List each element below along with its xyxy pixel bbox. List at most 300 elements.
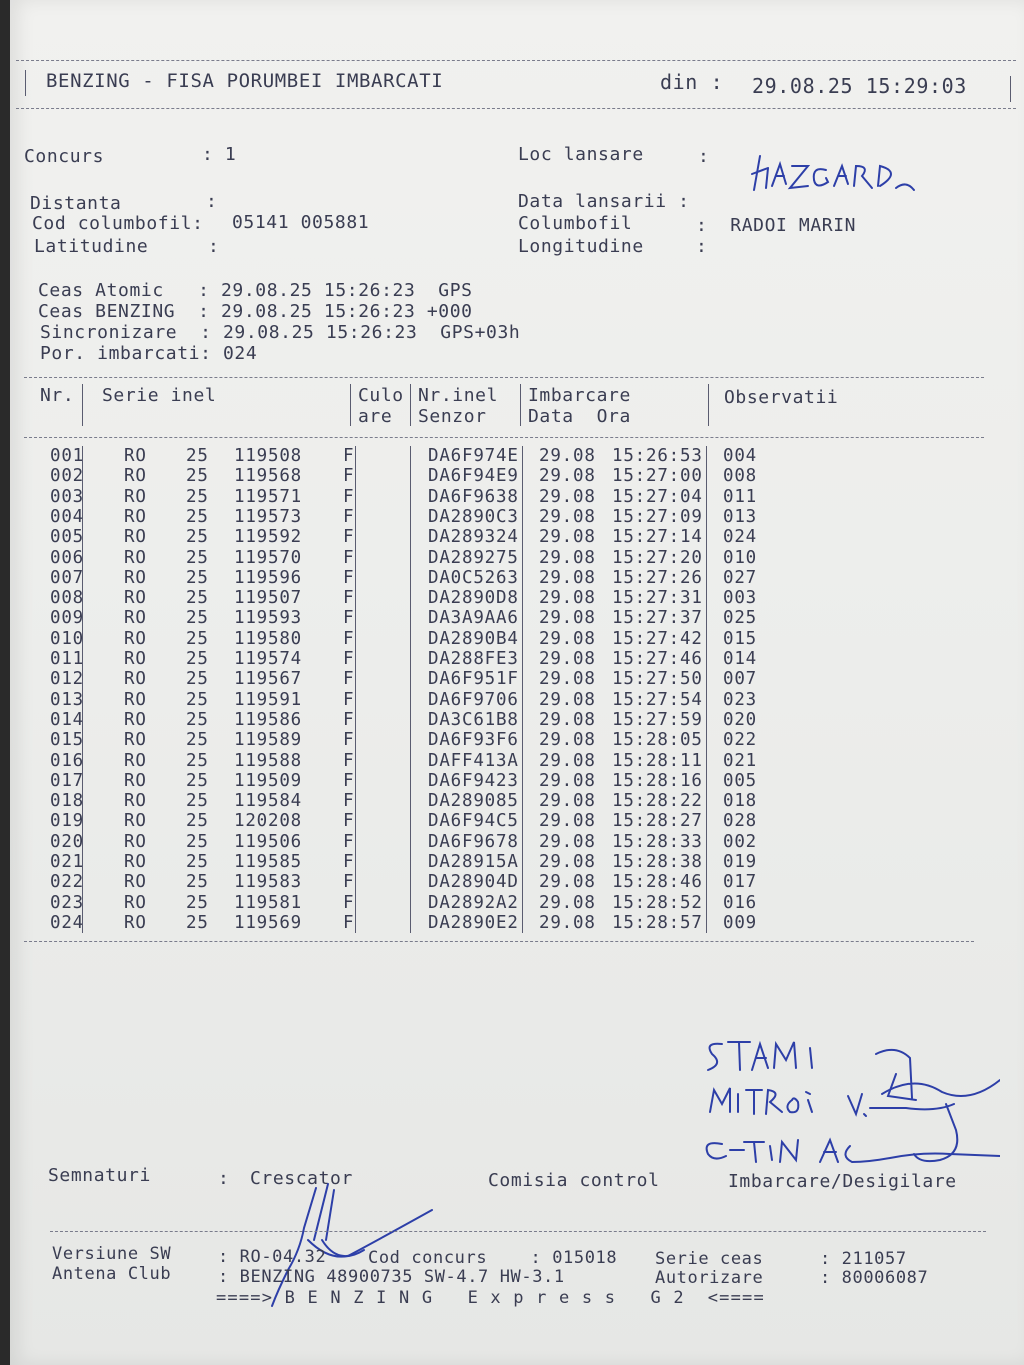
- header-right-bar: [1010, 76, 1011, 102]
- col-header-nrinel-1: Nr.inel: [418, 385, 499, 406]
- cell-nr: 020: [50, 831, 85, 852]
- table-row: [10, 568, 1010, 588]
- table-row: [10, 608, 1010, 628]
- cell-senzor: DA6F94E9: [428, 466, 519, 487]
- loc-lansare-handwritten-signature: [746, 150, 946, 214]
- concurs-value: : 1: [202, 144, 237, 165]
- cell-ora: 15:28:05: [612, 730, 703, 751]
- cell-inel: 119585: [234, 852, 303, 872]
- cell-an: 25: [186, 892, 209, 913]
- cell-nr: 017: [50, 770, 85, 791]
- cell-data: 29.08: [539, 689, 596, 710]
- cell-ora: 15:27:26: [612, 567, 703, 588]
- cell-ora: 15:28:52: [612, 892, 703, 913]
- cell-tara: RO: [124, 852, 147, 872]
- cell-obs: 025: [723, 608, 758, 629]
- cell-obs: 017: [723, 872, 758, 893]
- cell-data: 29.08: [539, 750, 596, 771]
- cell-senzor: DA2892A2: [428, 892, 519, 913]
- cell-tara: RO: [124, 547, 147, 568]
- col-separator: [350, 384, 351, 426]
- versiune-label: Versiune SW: [52, 1244, 172, 1264]
- cell-an: 25: [186, 872, 209, 893]
- table-bottom-divider: [24, 941, 974, 942]
- cell-senzor: DA288FE3: [428, 649, 519, 669]
- imbarcare-desigilare-label: Imbarcare/Desigilare: [728, 1171, 957, 1192]
- col-separator: [520, 384, 521, 426]
- cell-sex: F: [343, 628, 355, 649]
- cell-nr: 001: [50, 446, 85, 466]
- cell-tara: RO: [124, 689, 147, 710]
- cell-sex: F: [343, 608, 355, 629]
- table-row: [10, 730, 1010, 750]
- cell-data: 29.08: [539, 446, 596, 466]
- cell-data: 29.08: [539, 669, 596, 690]
- cell-sex: F: [343, 791, 355, 812]
- cell-sex: F: [343, 689, 355, 710]
- cell-tara: RO: [124, 770, 147, 791]
- table-row: [10, 751, 1010, 771]
- cell-nr: 014: [50, 709, 85, 730]
- table-row: [10, 507, 1010, 527]
- cell-senzor: DA2890E2: [428, 912, 519, 933]
- longitudine-label: Longitudine: [518, 236, 644, 257]
- cell-tara: RO: [124, 527, 147, 548]
- ceas-atomic: Ceas Atomic : 29.08.25 15:26:23 GPS: [38, 280, 473, 301]
- cell-nr: 009: [50, 608, 85, 629]
- col-header-serie: Serie inel: [102, 385, 217, 406]
- cell-data: 29.08: [539, 506, 596, 527]
- document-title: BENZING - FISA PORUMBEI IMBARCATI: [46, 70, 444, 92]
- cell-sex: F: [343, 912, 355, 933]
- cell-an: 25: [186, 689, 209, 710]
- cell-ora: 15:28:46: [612, 872, 703, 893]
- concurs-label: Concurs: [24, 146, 105, 167]
- handwritten-names-signature: [700, 1034, 1000, 1178]
- cell-nr: 004: [50, 506, 85, 527]
- serie-ceas-label: Serie ceas: [655, 1249, 764, 1269]
- cell-an: 25: [186, 811, 209, 832]
- cell-senzor: DA2890B4: [428, 628, 519, 649]
- col-header-imbarcare-1: Imbarcare: [528, 385, 631, 406]
- cell-an: 25: [186, 588, 209, 609]
- cell-an: 25: [186, 628, 209, 649]
- table-row: [10, 487, 1010, 507]
- cell-senzor: DA3C61B8: [428, 709, 519, 730]
- cell-inel: 119591: [234, 689, 303, 710]
- cod-concurs: Cod concurs : 015018: [368, 1248, 618, 1268]
- table-row: [10, 446, 1010, 466]
- col-separator: [410, 446, 411, 933]
- footer-divider: [50, 1231, 986, 1232]
- cell-tara: RO: [124, 446, 147, 466]
- col-header-observatii: Observatii: [724, 387, 839, 408]
- cell-sex: F: [343, 852, 355, 872]
- cell-senzor: DA28915A: [428, 852, 519, 872]
- cell-senzor: DA6F9678: [428, 831, 519, 852]
- cell-an: 25: [186, 709, 209, 730]
- cell-inel: 119593: [234, 608, 303, 629]
- cell-senzor: DA6F94C5: [428, 811, 519, 832]
- cell-an: 25: [186, 669, 209, 690]
- cell-tara: RO: [124, 709, 147, 730]
- cell-data: 29.08: [539, 567, 596, 588]
- cell-nr: 013: [50, 689, 85, 710]
- cell-data: 29.08: [539, 791, 596, 812]
- ceas-benzing: Ceas BENZING : 29.08.25 15:26:23 +000: [38, 301, 473, 322]
- cell-inel: 119508: [234, 446, 303, 466]
- cell-obs: 019: [723, 852, 758, 872]
- porumbei-imbarcati: Por. imbarcati: 024: [40, 343, 258, 364]
- table-header-divider: [24, 437, 984, 438]
- cell-data: 29.08: [539, 709, 596, 730]
- col-header-nr: Nr.: [40, 385, 75, 406]
- cell-obs: 016: [723, 892, 758, 913]
- cell-nr: 016: [50, 750, 85, 771]
- din-value: 29.08.25 15:29:03: [752, 74, 967, 98]
- table-row: [10, 832, 1010, 852]
- cell-obs: 028: [723, 811, 758, 832]
- table-row: [10, 791, 1010, 811]
- col-separator: [708, 384, 709, 426]
- cell-an: 25: [186, 506, 209, 527]
- col-header-culoare-1: Culo: [358, 385, 404, 406]
- benzing-banner: ====> B E N Z I N G E x p r e s s G 2 <====: [216, 1288, 765, 1308]
- cell-sex: F: [343, 588, 355, 609]
- cell-data: 29.08: [539, 831, 596, 852]
- cell-tara: RO: [124, 608, 147, 629]
- cell-inel: 119570: [234, 547, 303, 568]
- cell-tara: RO: [124, 486, 147, 507]
- cell-inel: 119586: [234, 709, 303, 730]
- cell-obs: 020: [723, 709, 758, 730]
- cell-inel: 119507: [234, 588, 303, 609]
- cell-ora: 15:27:31: [612, 588, 703, 609]
- cell-tara: RO: [124, 567, 147, 588]
- cell-ora: 15:27:50: [612, 669, 703, 690]
- cell-obs: 027: [723, 567, 758, 588]
- cell-sex: F: [343, 466, 355, 487]
- table-row: [10, 872, 1010, 892]
- cell-nr: 015: [50, 730, 85, 751]
- cell-senzor: DA289275: [428, 547, 519, 568]
- table-row: [10, 527, 1010, 547]
- cell-tara: RO: [124, 892, 147, 913]
- cell-sex: F: [343, 750, 355, 771]
- cell-inel: 119592: [234, 527, 303, 548]
- cell-sex: F: [343, 486, 355, 507]
- cell-data: 29.08: [539, 547, 596, 568]
- latitudine-sep: :: [208, 236, 220, 257]
- col-separator: [355, 446, 356, 933]
- table-top-divider: [24, 377, 984, 378]
- cell-nr: 021: [50, 852, 85, 872]
- cell-senzor: DA6F9423: [428, 770, 519, 791]
- cell-nr: 011: [50, 649, 85, 669]
- cell-senzor: DA2890C3: [428, 506, 519, 527]
- cell-inel: 119583: [234, 872, 303, 893]
- cell-nr: 002: [50, 466, 85, 487]
- cell-sex: F: [343, 527, 355, 548]
- versiune-value: : RO-04.32: [218, 1247, 327, 1267]
- table-row: [10, 811, 1010, 831]
- cod-columbofil-label: Cod columbofil:: [32, 213, 204, 234]
- cell-ora: 15:28:16: [612, 770, 703, 791]
- cell-sex: F: [343, 831, 355, 852]
- cell-inel: 119567: [234, 669, 303, 690]
- cell-obs: 024: [723, 527, 758, 548]
- cell-tara: RO: [124, 730, 147, 751]
- cell-sex: F: [343, 709, 355, 730]
- cell-ora: 15:27:09: [612, 506, 703, 527]
- cell-tara: RO: [124, 506, 147, 527]
- cell-an: 25: [186, 567, 209, 588]
- cell-data: 29.08: [539, 628, 596, 649]
- cell-data: 29.08: [539, 649, 596, 669]
- cell-tara: RO: [124, 628, 147, 649]
- cell-an: 25: [186, 831, 209, 852]
- cell-an: 25: [186, 446, 209, 466]
- cell-senzor: DA2890D8: [428, 588, 519, 609]
- cell-inel: 119596: [234, 567, 303, 588]
- cell-obs: 018: [723, 791, 758, 812]
- columbofil-label: Columbofil: [518, 213, 633, 234]
- table-row: [10, 548, 1010, 568]
- cell-obs: 023: [723, 689, 758, 710]
- semnaturi-label: Semnaturi: [48, 1165, 151, 1186]
- serie-ceas-value: : 211057: [820, 1249, 907, 1269]
- cell-ora: 15:27:20: [612, 547, 703, 568]
- header-left-bar: [25, 70, 26, 96]
- table-row: [10, 690, 1010, 710]
- cell-senzor: DA6F9638: [428, 486, 519, 507]
- cell-tara: RO: [124, 791, 147, 812]
- table-row: [10, 852, 1010, 872]
- cell-data: 29.08: [539, 730, 596, 751]
- cell-obs: 009: [723, 912, 758, 933]
- cell-data: 29.08: [539, 852, 596, 872]
- distanta-label: Distanta: [30, 193, 122, 214]
- longitudine-sep: :: [696, 236, 708, 257]
- cell-inel: 119506: [234, 831, 303, 852]
- latitudine-label: Latitudine: [34, 236, 149, 257]
- cell-tara: RO: [124, 831, 147, 852]
- table-row: [10, 588, 1010, 608]
- cell-nr: 007: [50, 567, 85, 588]
- col-header-nrinel-2: Senzor: [418, 406, 487, 427]
- cell-sex: F: [343, 811, 355, 832]
- col-separator: [82, 384, 83, 426]
- cell-obs: 022: [723, 730, 758, 751]
- cell-senzor: DA6F974E: [428, 446, 519, 466]
- cell-sex: F: [343, 506, 355, 527]
- table-row: [10, 669, 1010, 689]
- table-row: [10, 893, 1010, 913]
- cell-obs: 008: [723, 466, 758, 487]
- cell-obs: 002: [723, 831, 758, 852]
- cod-columbofil-value: 05141 005881: [232, 212, 370, 233]
- cell-obs: 005: [723, 770, 758, 791]
- cell-inel: 119580: [234, 628, 303, 649]
- cell-sex: F: [343, 892, 355, 913]
- cell-an: 25: [186, 852, 209, 872]
- receipt-paper: [10, 0, 1024, 1365]
- columbofil-value: : RADOI MARIN: [696, 215, 857, 236]
- cell-data: 29.08: [539, 486, 596, 507]
- cell-inel: 120208: [234, 811, 303, 832]
- table-row: [10, 629, 1010, 649]
- cell-tara: RO: [124, 872, 147, 893]
- cell-nr: 018: [50, 791, 85, 812]
- cell-data: 29.08: [539, 912, 596, 933]
- cell-data: 29.08: [539, 892, 596, 913]
- cell-ora: 15:26:53: [612, 446, 703, 466]
- cell-ora: 15:28:11: [612, 750, 703, 771]
- cell-an: 25: [186, 649, 209, 669]
- cell-inel: 119588: [234, 750, 303, 771]
- cell-an: 25: [186, 791, 209, 812]
- cell-senzor: DA28904D: [428, 872, 519, 893]
- cell-obs: 004: [723, 446, 758, 466]
- cell-tara: RO: [124, 466, 147, 487]
- cell-tara: RO: [124, 588, 147, 609]
- cell-obs: 015: [723, 628, 758, 649]
- cell-ora: 15:27:54: [612, 689, 703, 710]
- cell-nr: 010: [50, 628, 85, 649]
- cell-ora: 15:27:00: [612, 466, 703, 487]
- cell-obs: 021: [723, 750, 758, 771]
- cell-obs: 014: [723, 649, 758, 669]
- cell-nr: 019: [50, 811, 85, 832]
- cell-obs: 011: [723, 486, 758, 507]
- antena-label: Antena Club: [52, 1264, 172, 1284]
- cell-ora: 15:27:46: [612, 649, 703, 669]
- cell-ora: 15:28:27: [612, 811, 703, 832]
- cell-obs: 003: [723, 588, 758, 609]
- table-row: [10, 913, 1010, 933]
- cell-an: 25: [186, 750, 209, 771]
- antena-value: : BENZING 48900735 SW-4.7 HW-3.1: [218, 1267, 565, 1287]
- col-header-culoare-2: are: [358, 406, 393, 427]
- cell-inel: 119581: [234, 892, 303, 913]
- col-separator: [522, 446, 523, 933]
- semnaturi-sep: :: [218, 1168, 230, 1189]
- cell-data: 29.08: [539, 466, 596, 487]
- cell-tara: RO: [124, 750, 147, 771]
- cell-tara: RO: [124, 669, 147, 690]
- table-row: [10, 649, 1010, 669]
- cell-an: 25: [186, 486, 209, 507]
- cell-data: 29.08: [539, 608, 596, 629]
- cell-sex: F: [343, 649, 355, 669]
- header-top-divider: [16, 60, 1016, 61]
- cell-inel: 119589: [234, 730, 303, 751]
- cell-senzor: DA6F93F6: [428, 730, 519, 751]
- cell-an: 25: [186, 912, 209, 933]
- crescator-label: Crescator: [250, 1168, 353, 1189]
- cell-data: 29.08: [539, 872, 596, 893]
- cell-obs: 010: [723, 547, 758, 568]
- col-separator: [410, 384, 411, 426]
- cell-sex: F: [343, 567, 355, 588]
- cell-nr: 024: [50, 912, 85, 933]
- cell-inel: 119573: [234, 506, 303, 527]
- cell-senzor: DAFF413A: [428, 750, 519, 771]
- cell-nr: 006: [50, 547, 85, 568]
- cell-nr: 005: [50, 527, 85, 548]
- cell-obs: 013: [723, 506, 758, 527]
- cell-nr: 023: [50, 892, 85, 913]
- cell-ora: 15:27:04: [612, 486, 703, 507]
- cell-inel: 119574: [234, 649, 303, 669]
- cell-data: 29.08: [539, 811, 596, 832]
- cell-nr: 003: [50, 486, 85, 507]
- din-label: din :: [660, 70, 724, 94]
- cell-data: 29.08: [539, 527, 596, 548]
- col-header-imbarcare-2: Data Ora: [528, 406, 631, 427]
- cell-ora: 15:28:38: [612, 852, 703, 872]
- cell-obs: 007: [723, 669, 758, 690]
- cell-an: 25: [186, 608, 209, 629]
- cell-senzor: DA289085: [428, 791, 519, 812]
- cell-sex: F: [343, 669, 355, 690]
- cell-inel: 119568: [234, 466, 303, 487]
- cell-an: 25: [186, 730, 209, 751]
- cell-nr: 008: [50, 588, 85, 609]
- cell-tara: RO: [124, 811, 147, 832]
- cell-senzor: DA289324: [428, 527, 519, 548]
- cell-sex: F: [343, 770, 355, 791]
- cell-ora: 15:27:14: [612, 527, 703, 548]
- cell-inel: 119571: [234, 486, 303, 507]
- cell-data: 29.08: [539, 588, 596, 609]
- cell-senzor: DA3A9AA6: [428, 608, 519, 629]
- cell-an: 25: [186, 547, 209, 568]
- cell-an: 25: [186, 527, 209, 548]
- cell-ora: 15:28:22: [612, 791, 703, 812]
- cell-senzor: DA6F9706: [428, 689, 519, 710]
- data-lansarii-label: Data lansarii :: [518, 191, 690, 212]
- loc-lansare-sep: :: [698, 146, 710, 167]
- autorizare-value: : 80006087: [820, 1268, 929, 1288]
- cell-inel: 119584: [234, 791, 303, 812]
- cell-inel: 119569: [234, 912, 303, 933]
- cell-sex: F: [343, 872, 355, 893]
- cell-nr: 012: [50, 669, 85, 690]
- comisia-label: Comisia control: [488, 1170, 660, 1191]
- cell-ora: 15:28:57: [612, 912, 703, 933]
- cell-senzor: DA6F951F: [428, 669, 519, 690]
- cell-senzor: DA0C5263: [428, 567, 519, 588]
- cell-nr: 022: [50, 872, 85, 893]
- cell-ora: 15:27:59: [612, 709, 703, 730]
- distanta-sep: :: [206, 191, 218, 212]
- cell-sex: F: [343, 730, 355, 751]
- cell-an: 25: [186, 770, 209, 791]
- cell-ora: 15:28:33: [612, 831, 703, 852]
- loc-lansare-label: Loc lansare: [518, 144, 644, 165]
- col-separator: [82, 446, 83, 933]
- cell-sex: F: [343, 547, 355, 568]
- table-row: [10, 466, 1010, 486]
- table-row: [10, 771, 1010, 791]
- col-separator: [706, 446, 707, 933]
- cell-data: 29.08: [539, 770, 596, 791]
- cell-inel: 119509: [234, 770, 303, 791]
- cell-tara: RO: [124, 912, 147, 933]
- cell-sex: F: [343, 446, 355, 466]
- sincronizare: Sincronizare : 29.08.25 15:26:23 GPS+03h: [40, 322, 521, 343]
